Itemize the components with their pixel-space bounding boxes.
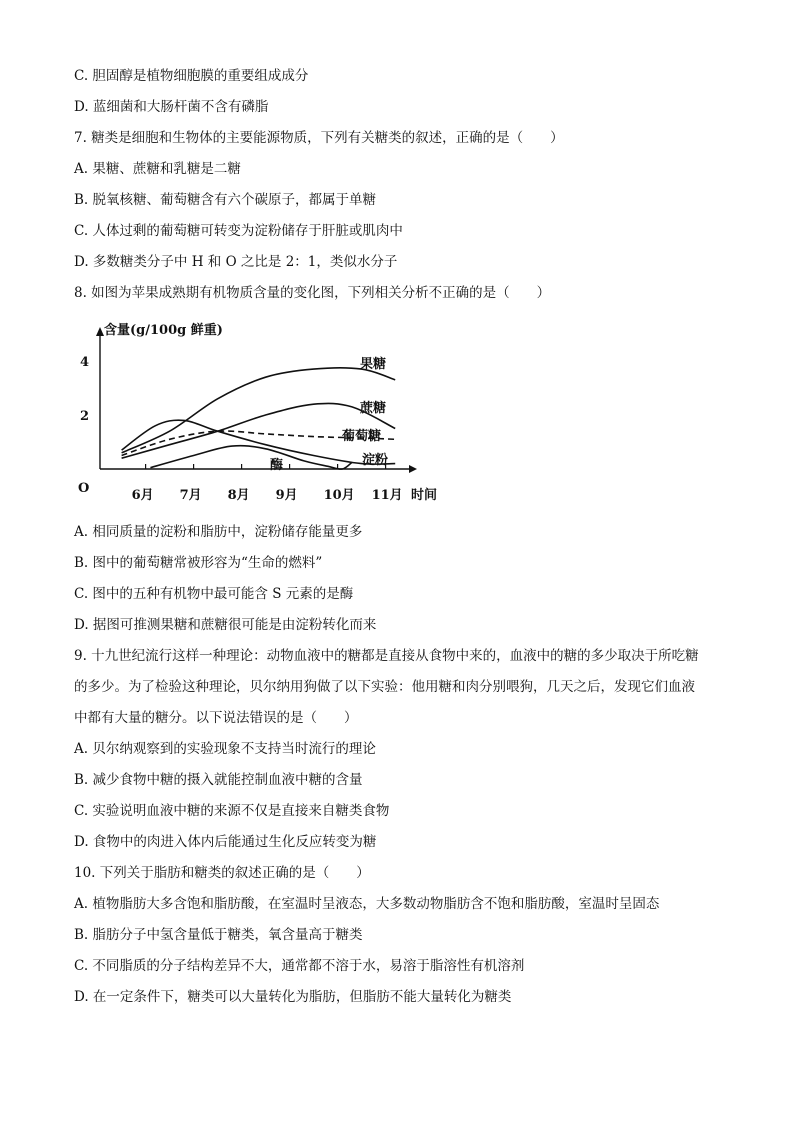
text-line-24: D. 在一定条件下，糖类可以大量转化为脂肪，但脂肪不能大量转化为糖类 (74, 989, 512, 1005)
series-label-2: 蔗糖 (360, 401, 387, 416)
text-line-8: 8. 如图为苹果成熟期有机物质含量的变化图，下列相关分析不正确的是（ ） (74, 285, 551, 301)
text-line-12: D. 据图可推测果糖和蔗糖很可能是由淀粉转化而来 (74, 617, 377, 633)
x-axis-label: 时间 (411, 488, 438, 503)
text-line-13: 9. 十九世纪流行这样一种理论：动物血液中的糖都是直接从食物中来的，血液中的糖的多少取决于所吃糖 (74, 648, 699, 664)
text-line-6: C. 人体过剩的葡萄糖可转变为淀粉储存于肝脏或肌肉中 (74, 223, 403, 239)
text-line-20: 10. 下列关于脂肪和糖类的叙述正确的是（ ） (74, 865, 370, 881)
text-line-19: D. 食物中的肉进入体内后能通过生化反应转变为糖 (74, 834, 377, 850)
text-line-16: A. 贝尔纳观察到的实验现象不支持当时流行的理论 (74, 741, 376, 757)
x-tick-label: 7月 (179, 488, 202, 503)
x-tick-label: 11月 (371, 488, 403, 503)
text-line-10: B. 图中的葡萄糖常被形容为“生命的燃料” (74, 555, 323, 571)
text-line-7: D. 多数糖类分子中 H 和 O 之比是 2：1，类似水分子 (74, 254, 398, 270)
x-tick-label: 6月 (131, 488, 154, 503)
organic-matter-chart (74, 316, 454, 512)
text-line-15: 中都有大量的糖分。以下说法错误的是（ ） (74, 710, 358, 726)
text-line-17: B. 减少食物中糖的摄入就能控制血液中糖的含量 (74, 772, 363, 788)
text-line-3: 7. 糖类是细胞和生物体的主要能源物质，下列有关糖类的叙述，正确的是（ ） (74, 130, 564, 146)
text-line-23: C. 不同脂质的分子结构差异不大，通常都不溶于水，易溶于脂溶性有机溶剂 (74, 958, 525, 974)
origin-label: O (78, 481, 90, 496)
series-label-3: 葡萄糖 (342, 429, 382, 444)
text-line-2: D. 蓝细菌和大肠杆菌不含有磷脂 (74, 99, 269, 115)
x-tick-label: 8月 (227, 488, 250, 503)
text-line-9: A. 相同质量的淀粉和脂肪中，淀粉储存能量更多 (74, 524, 363, 540)
series-label-1: 果糖 (360, 357, 387, 372)
text-line-5: B. 脱氧核糖、葡萄糖含有六个碳原子，都属于单糖 (74, 192, 377, 208)
series-label-4: 淀粉 (362, 453, 389, 468)
x-axis-arrow (409, 465, 417, 473)
series-label-5: 酶 (270, 458, 284, 473)
text-line-22: B. 脂肪分子中氢含量低于糖类，氧含量高于糖类 (74, 927, 363, 943)
text-line-21: A. 植物脂肪大多含饱和脂肪酸，在室温时呈液态，大多数动物脂肪含不饱和脂肪酸，室温时呈固态 (74, 896, 660, 912)
x-tick-label: 9月 (275, 488, 298, 503)
text-line-11: C. 图中的五种有机物中最可能含 S 元素的是酶 (74, 586, 354, 602)
y-tick-label: 4 (80, 355, 90, 370)
text-line-4: A. 果糖、蔗糖和乳糖是二糖 (74, 161, 241, 177)
text-line-14: 的多少。为了检验这种理论，贝尔纳用狗做了以下实验：他用糖和肉分别喂狗，几天之后，发现它们血液 (74, 679, 695, 695)
y-axis-arrow (96, 327, 104, 336)
y-tick-label: 2 (80, 409, 90, 424)
text-line-18: C. 实验说明血液中糖的来源不仅是直接来自糖类食物 (74, 803, 390, 819)
x-tick-label: 10月 (323, 488, 355, 503)
y-axis-label: 含量(g/100g 鲜重) (104, 323, 223, 338)
text-line-1: C. 胆固醇是植物细胞膜的重要组成成分 (74, 68, 309, 84)
